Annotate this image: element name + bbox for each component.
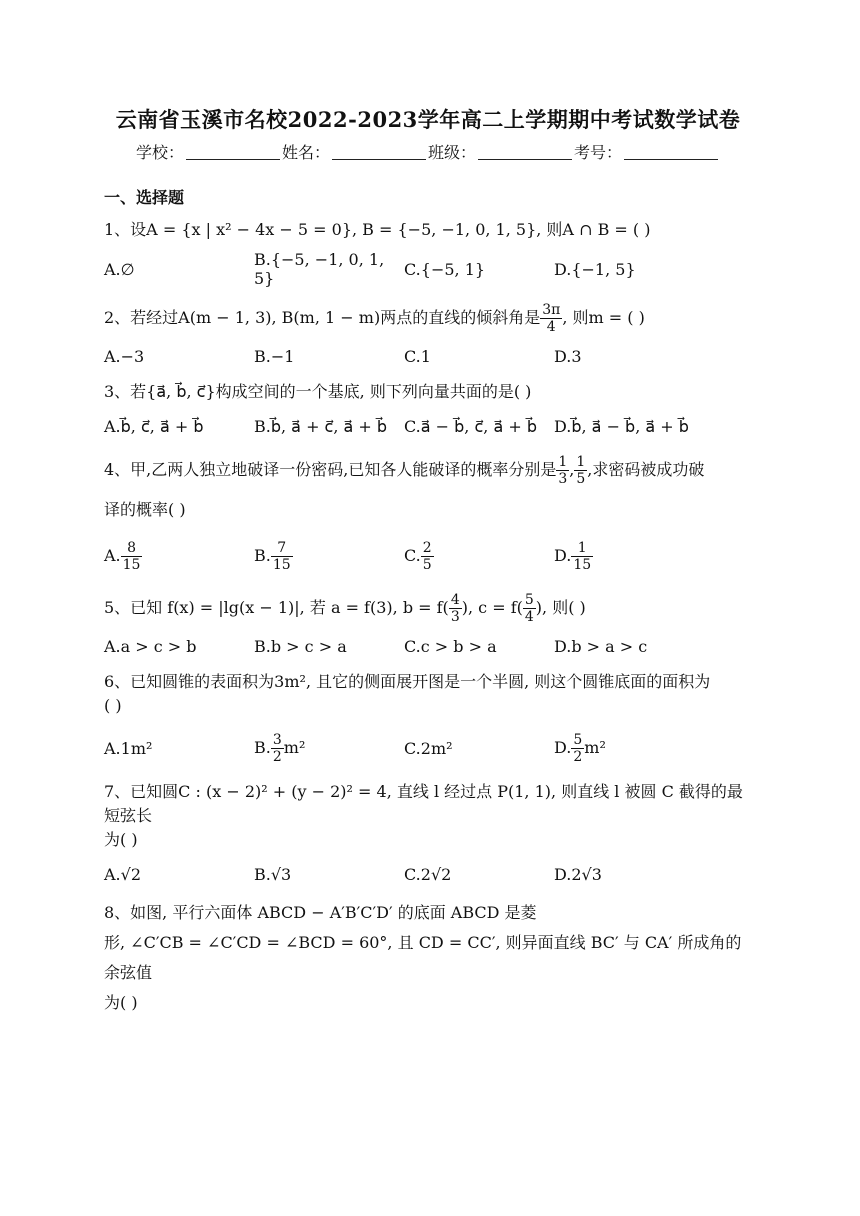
question-text-line2: ( )	[104, 696, 122, 715]
options-q2	[104, 342, 752, 370]
option-b[interactable]: B.b > c > a	[254, 636, 347, 656]
option-d[interactable]: D.3	[554, 346, 582, 366]
numerator: 1	[571, 540, 593, 557]
options-q3	[104, 412, 752, 440]
option-letter: B.	[254, 737, 271, 757]
option-b[interactable]: B.{−5, −1, 0, 1, 5}	[254, 250, 385, 288]
option-d[interactable]: D.b⃗, a⃗ − b⃗, a⃗ + b⃗	[554, 416, 689, 436]
option-c[interactable]: C.c > b > a	[404, 636, 497, 656]
option-letter: A.	[104, 545, 121, 565]
option-a[interactable]: A.∅	[104, 259, 135, 279]
numerator: 1	[558, 454, 568, 470]
student-info-line	[104, 140, 752, 163]
question-8	[104, 898, 752, 1018]
numerator: 5	[573, 731, 583, 748]
unit: m²	[283, 737, 306, 757]
options-q6	[104, 726, 752, 770]
option-letter: B.	[254, 545, 271, 565]
option-c[interactable]: C.2m²	[404, 738, 453, 758]
name-blank[interactable]	[332, 143, 426, 160]
option-a[interactable]: A.√2	[104, 864, 142, 884]
numerator: 2	[422, 539, 432, 556]
fraction	[571, 540, 593, 573]
fraction	[556, 454, 569, 487]
question-4: 4、甲,乙两人独立地破译一份密码,已知各人能破译的概率分别是 $\frac{1}{3}$ , $\frac{1}{5}$ ,求密码被成功破 译的概率( )	[104, 450, 752, 530]
page-title: 云南省玉溪市名校2022-2023学年高二上学期期中考试数学试卷	[115, 107, 741, 132]
question-5	[104, 588, 752, 628]
school-label: 学校：	[135, 143, 184, 162]
section-heading: 一、选择题	[104, 188, 185, 207]
question-text: ), c = f(	[461, 598, 523, 617]
denominator: 2	[573, 748, 583, 765]
numerator: 3	[272, 731, 282, 748]
option-d[interactable]: D.{−1, 5}	[554, 259, 636, 279]
numerator: 8	[121, 540, 143, 557]
numerator: 1	[576, 454, 586, 470]
option-d[interactable]: D.2√3	[554, 864, 602, 884]
question-text-line3: 为( )	[104, 993, 138, 1012]
question-6	[104, 670, 752, 718]
question-7	[104, 780, 752, 852]
question-text-line2: 为( )	[104, 830, 138, 849]
fraction	[523, 592, 536, 625]
denominator: 3	[450, 609, 460, 625]
question-text: 5、已知 f(x) = |lg(x − 1)|, 若 a = f(3), b = f(	[104, 598, 449, 617]
question-text-line2: 形, ∠C′CB = ∠C′CD = ∠BCD = 60°, 且 CD = CC′, 则异面直线 BC′ 与 CA′ 所成角的余弦值	[104, 933, 742, 982]
option-a[interactable]: A.1m²	[104, 738, 153, 758]
fraction	[121, 540, 143, 573]
name-label: 姓名：	[281, 143, 330, 162]
option-b[interactable]	[254, 540, 404, 573]
question-2	[104, 298, 752, 338]
question-text: ), 则( )	[535, 598, 586, 617]
denominator: 15	[573, 556, 592, 573]
option-a[interactable]: A.b⃗, c⃗, a⃗ + b⃗	[104, 416, 204, 436]
fraction	[421, 540, 434, 573]
numerator: 3π	[542, 302, 561, 318]
fraction	[574, 454, 587, 487]
options-q4	[104, 534, 752, 578]
option-c[interactable]	[404, 540, 554, 573]
options-q5	[104, 632, 752, 660]
option-b[interactable]: B.−1	[254, 346, 295, 366]
question-text: 4、甲,乙两人独立地破译一份密码,已知各人能破译的概率分别是	[104, 460, 557, 479]
class-blank[interactable]	[478, 143, 572, 160]
options-q1	[104, 250, 752, 288]
fraction	[271, 732, 284, 765]
option-c[interactable]: C.a⃗ − b⃗, c⃗, a⃗ + b⃗	[404, 416, 537, 436]
denominator: 2	[272, 748, 282, 765]
fraction	[271, 540, 293, 573]
exam-number-blank[interactable]	[624, 143, 718, 160]
option-a[interactable]: A.−3	[104, 346, 145, 366]
denominator: 5	[422, 556, 432, 573]
option-a[interactable]: A.a > c > b	[104, 636, 197, 656]
question-text: ,求密码被成功破	[587, 460, 705, 479]
question-text: 2、若经过A(m − 1, 3), B(m, 1 − m)两点的直线的倾斜角是	[104, 308, 541, 327]
denominator: 3	[558, 471, 568, 487]
option-d[interactable]: D.b > a > c	[554, 636, 648, 656]
numerator: 4	[450, 592, 460, 608]
option-c[interactable]: C.2√2	[404, 864, 452, 884]
question-3: 3、若{a⃗, b⃗, c⃗}构成空间的一个基底, 则下列向量共面的是( )	[104, 382, 532, 401]
option-b[interactable]: B.b⃗, a⃗ + c⃗, a⃗ + b⃗	[254, 416, 388, 436]
option-a[interactable]	[104, 540, 254, 573]
option-c[interactable]: C.{−5, 1}	[404, 259, 486, 279]
options-q7	[104, 860, 752, 888]
fraction	[449, 592, 462, 625]
denominator: 15	[272, 556, 291, 573]
question-text: 7、已知圆C : (x − 2)² + (y − 2)² = 4, 直线 l 经过点 P(1, 1), 则直线 l 被圆 C 截得的最短弦长	[104, 782, 743, 825]
unit: m²	[584, 737, 606, 757]
fraction	[540, 302, 562, 335]
option-b[interactable]	[254, 732, 404, 765]
option-letter: D.	[554, 545, 572, 565]
numerator: 7	[271, 540, 293, 557]
exam-number-label: 考号：	[574, 143, 623, 162]
option-b[interactable]: B.√3	[254, 864, 292, 884]
denominator: 5	[576, 471, 586, 487]
option-letter: C.	[404, 545, 421, 565]
question-text-line2: 译的概率( )	[104, 500, 186, 519]
question-text: 8、如图, 平行六面体 ABCD − A′B′C′D′ 的底面 ABCD 是菱	[104, 903, 537, 922]
option-d[interactable]	[554, 732, 704, 765]
question-text: 6、已知圆锥的表面积为3m², 且它的侧面展开图是一个半圆, 则这个圆锥底面的面积为	[104, 672, 711, 691]
question-1: 1、设A = {x | x² − 4x − 5 = 0}, B = {−5, −1, 0, 1, 5}, 则A ∩ B = ( )	[104, 220, 651, 239]
option-letter: D.	[554, 737, 572, 757]
school-blank[interactable]	[186, 143, 280, 160]
fraction	[571, 732, 584, 765]
denominator: 15	[122, 556, 141, 573]
denominator: 4	[546, 319, 556, 335]
option-d[interactable]	[554, 540, 704, 573]
numerator: 5	[524, 592, 534, 608]
class-label: 班级：	[428, 143, 477, 162]
denominator: 4	[524, 609, 534, 625]
question-text: , 则m = ( )	[562, 308, 645, 327]
option-c[interactable]: C.1	[404, 346, 431, 366]
